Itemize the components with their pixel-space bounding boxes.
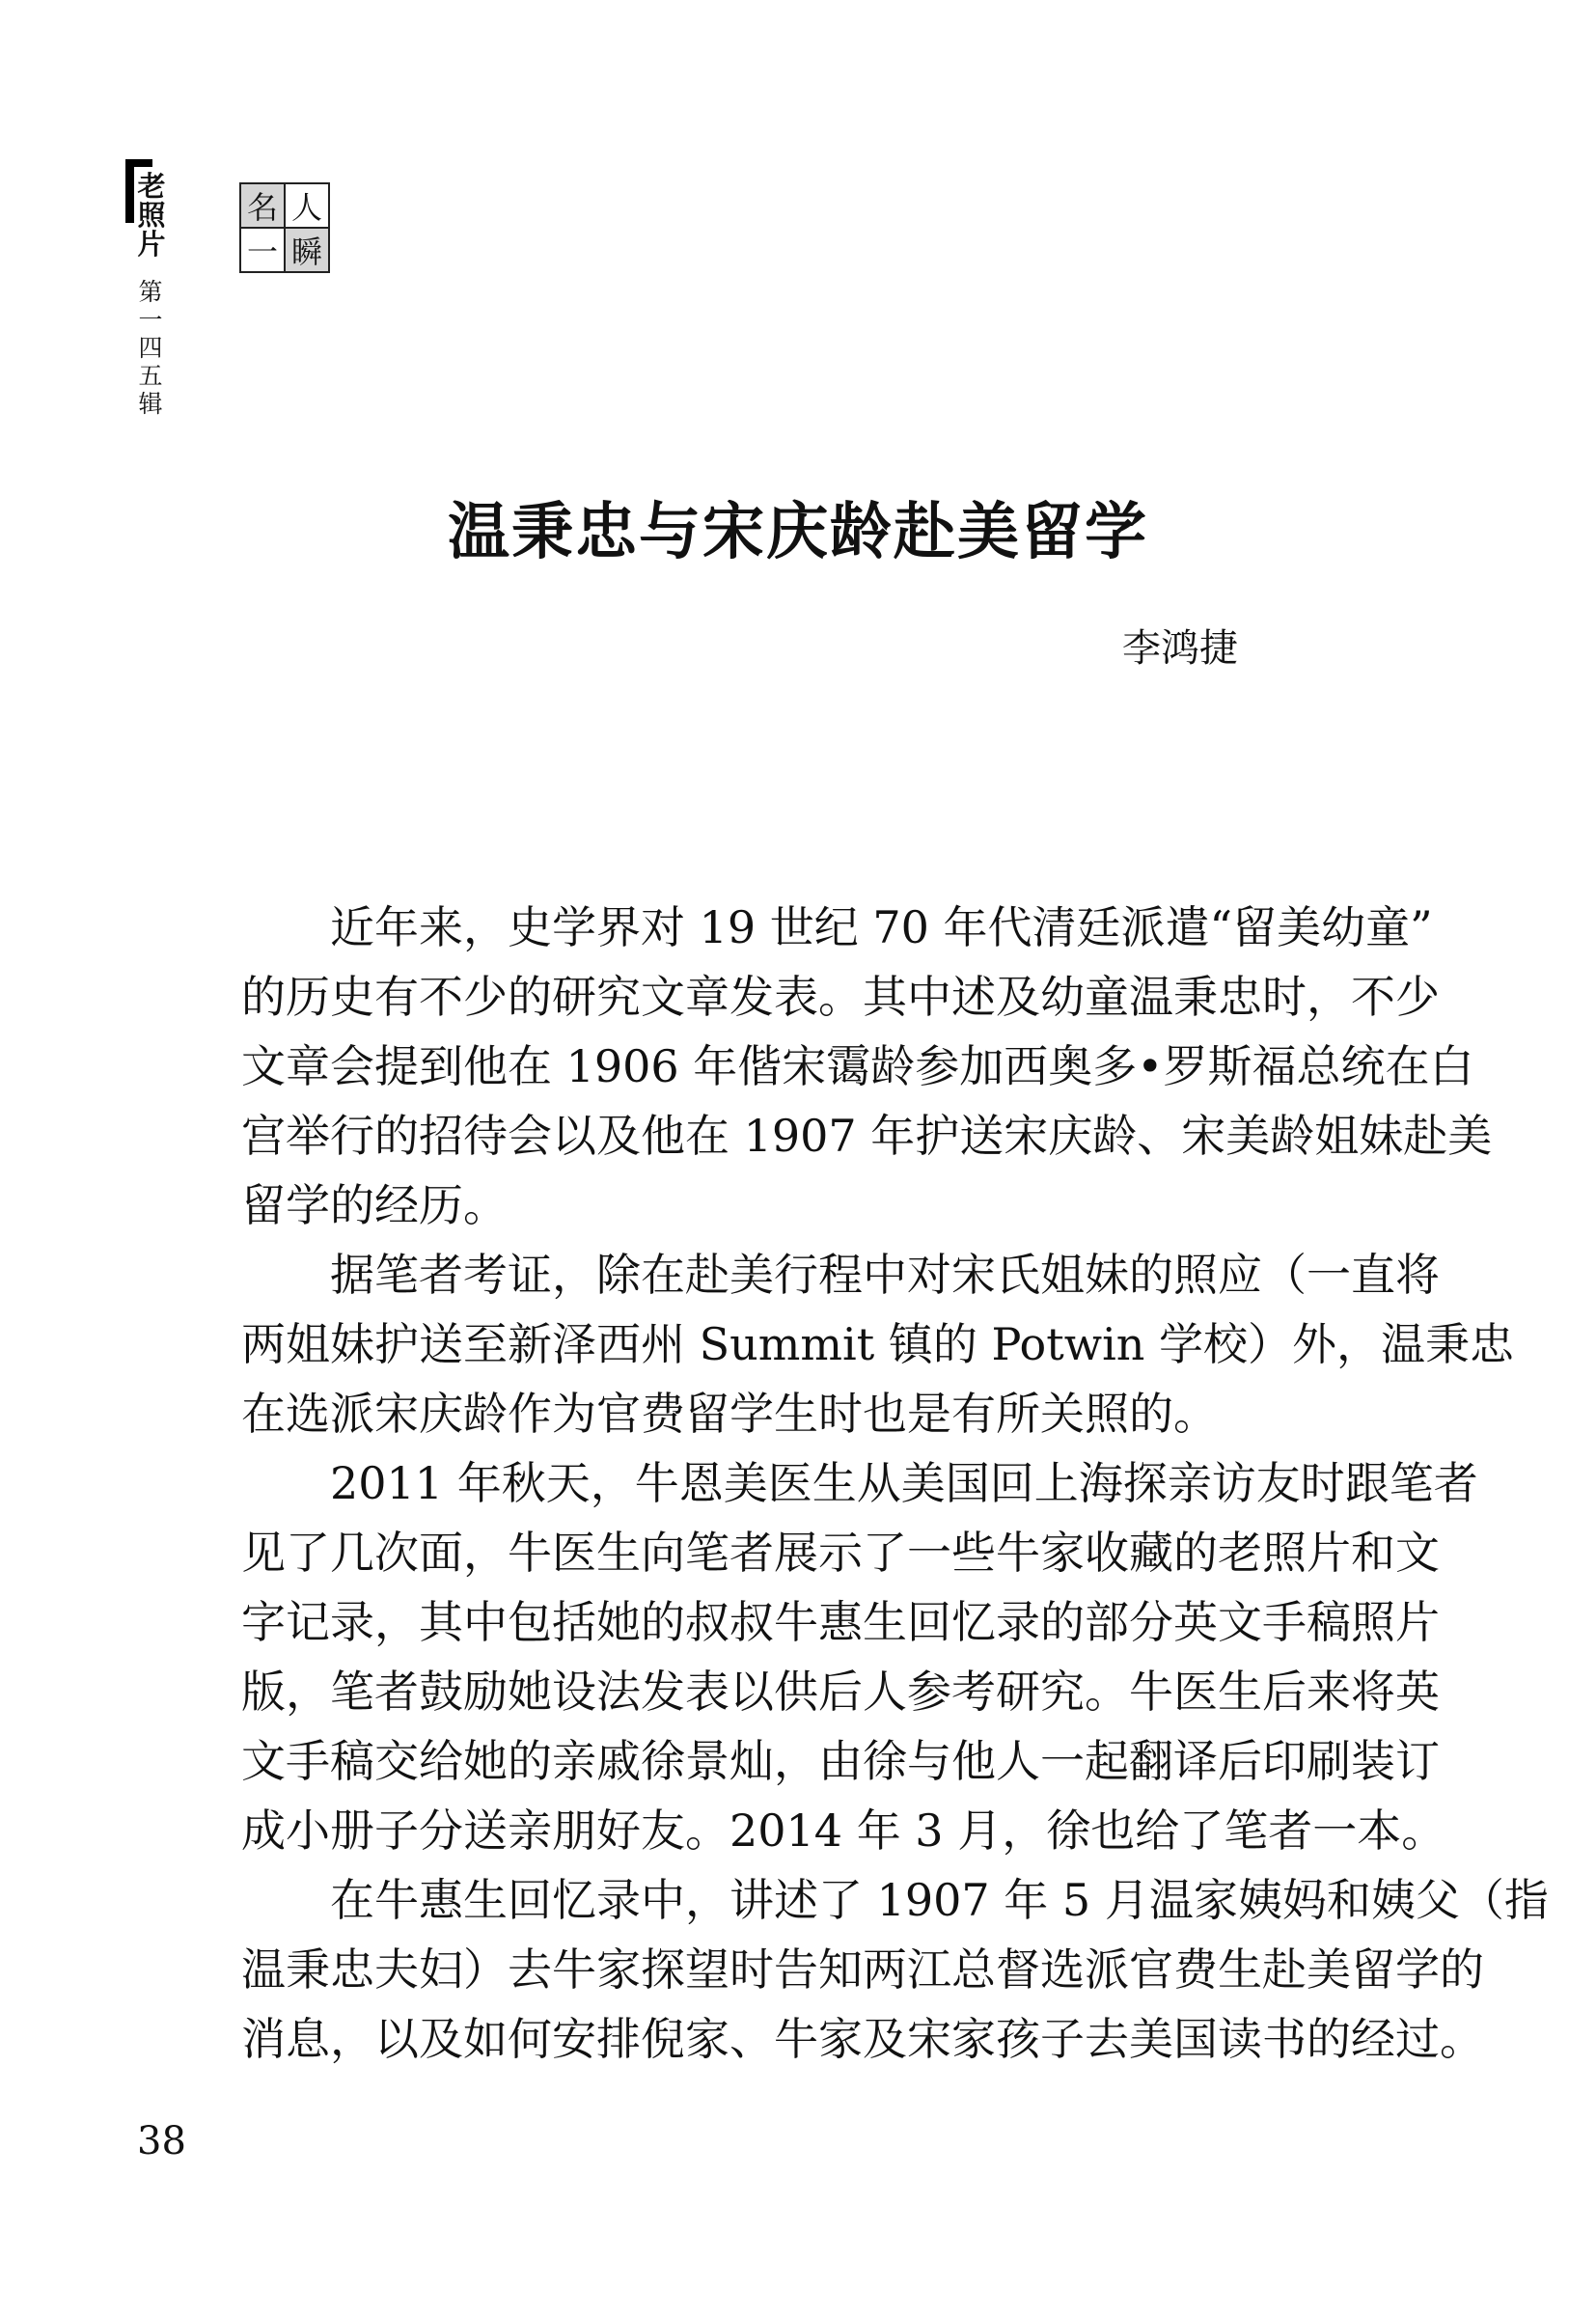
paragraph-line: 见了几次面，牛医生向笔者展示了一些牛家收藏的老照片和文 [241, 1527, 1440, 1579]
issue-char: 四 [138, 334, 163, 362]
paragraph-line: 版，笔者鼓励她设法发表以供后人参考研究。牛医生后来将英 [241, 1666, 1440, 1718]
paragraph-line: 在选派宋庆龄作为官费留学生时也是有所关照的。 [241, 1388, 1218, 1440]
article-author: 李鸿捷 [1122, 626, 1238, 671]
paragraph-line: 2011 年秋天，牛恩美医生从美国回上海探亲访友时跟笔者 [330, 1457, 1478, 1509]
page-number: 38 [137, 2119, 186, 2163]
section-tag [239, 182, 330, 273]
section-tag-cell: 人 [285, 183, 329, 228]
paragraph-line: 温秉忠夫妇）去牛家探望时告知两江总督选派官费生赴美留学的 [241, 1943, 1484, 1996]
paragraph-line: 文章会提到他在 1906 年偕宋霭龄参加西奥多•罗斯福总统在白 [241, 1040, 1474, 1092]
section-tag-cell: 一 [240, 228, 285, 272]
paragraph-line: 在牛惠生回忆录中，讲述了 1907 年 5 月温家姨妈和姨父（指 [330, 1874, 1549, 1926]
paragraph-line: 宫举行的招待会以及他在 1907 年护送宋庆龄、宋美龄姐妹赴美 [241, 1110, 1493, 1162]
paragraph-line: 两姐妹护送至新泽西州 Summit 镇的 Potwin 学校）外，温秉忠 [241, 1318, 1515, 1370]
column-marker-bar [125, 159, 134, 223]
issue-char: 第 [138, 278, 163, 306]
paragraph-line: 留学的经历。 [241, 1179, 508, 1231]
issue-char: 辑 [138, 390, 163, 418]
paragraph-line: 据笔者考证，除在赴美行程中对宋氏姐妹的照应（一直将 [330, 1249, 1440, 1301]
column-title-char: 照 [137, 199, 166, 232]
article-body [241, 893, 1549, 2074]
paragraph-line: 的历史有不少的研究文章发表。其中述及幼童温秉忠时，不少 [241, 971, 1440, 1023]
paragraph-line: 近年来，史学界对 19 世纪 70 年代清廷派遣“留美幼童” [330, 901, 1433, 953]
column-marker-bar-top [125, 159, 152, 167]
issue-number [136, 278, 165, 418]
column-title [136, 172, 167, 259]
section-tag-cell: 名 [240, 183, 285, 228]
column-title-char: 片 [137, 228, 166, 261]
article-title: 温秉忠与宋庆龄赴美留学 [448, 496, 1148, 568]
paragraph-line: 文手稿交给她的亲戚徐景灿，由徐与他人一起翻译后印刷装订 [241, 1735, 1440, 1787]
issue-char: 五 [138, 362, 163, 390]
column-title-char: 老 [137, 170, 166, 203]
paragraph-line: 消息，以及如何安排倪家、牛家及宋家孩子去美国读书的经过。 [241, 2013, 1484, 2065]
section-tag-cell: 瞬 [285, 228, 329, 272]
paragraph-line: 字记录，其中包括她的叔叔牛惠生回忆录的部分英文手稿照片 [241, 1596, 1440, 1648]
paragraph-line: 成小册子分送亲朋好友。2014 年 3 月，徐也给了笔者一本。 [241, 1804, 1446, 1857]
issue-char: 一 [138, 306, 163, 334]
